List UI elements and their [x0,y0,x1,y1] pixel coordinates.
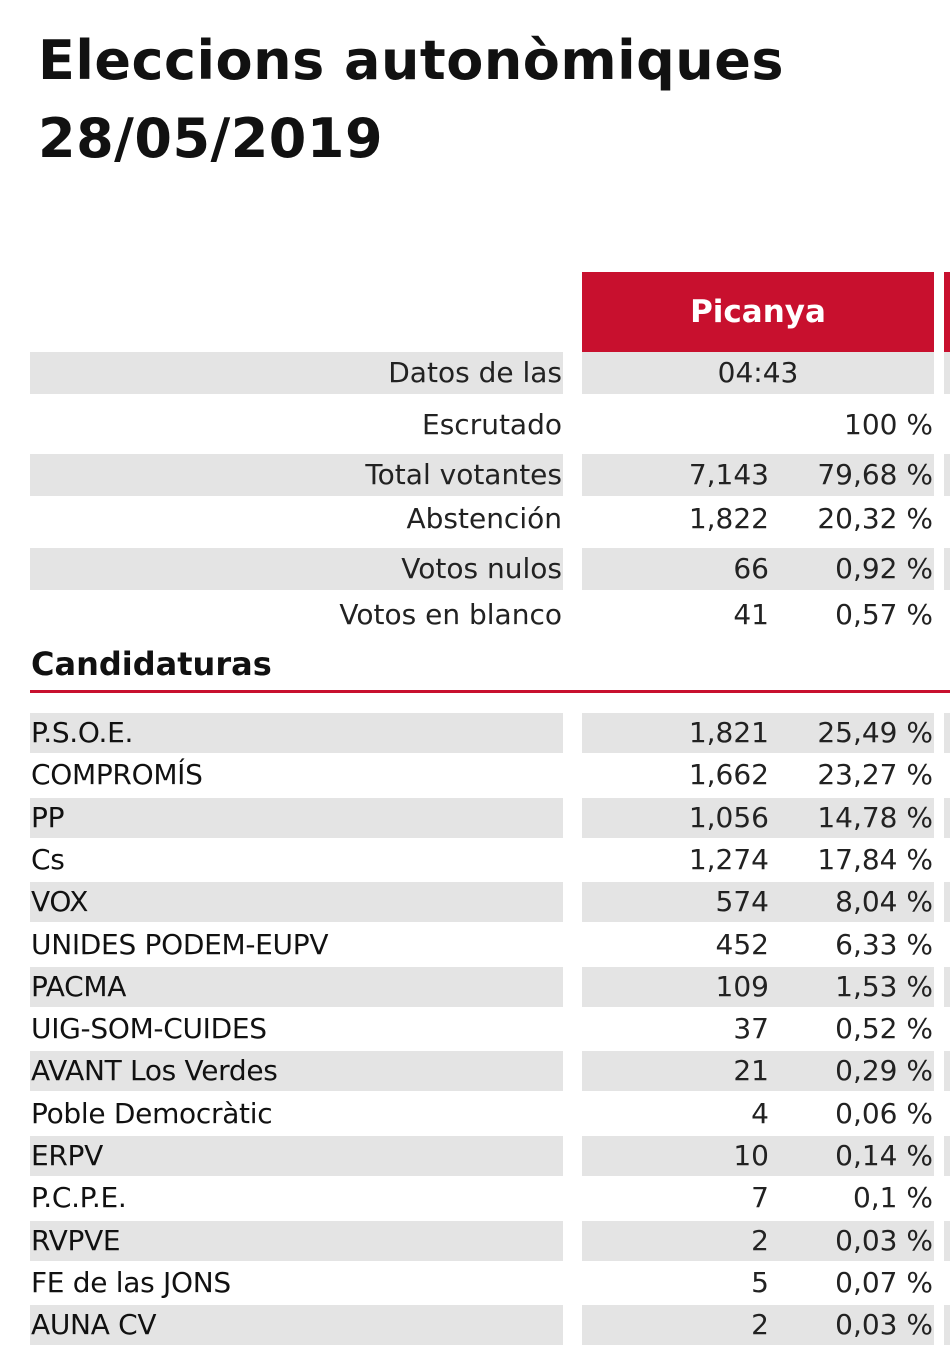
section-title-candidaturas: Candidaturas [31,645,272,683]
candidate-votes: 2 [751,1308,769,1341]
candidate-row [0,1263,950,1303]
label-cell-bg [30,882,563,922]
candidate-name: COMPROMÍS [31,758,203,791]
candidate-name: UNIDES PODEM-EUPV [31,928,329,961]
candidate-name: PP [31,801,65,834]
next-column-edge [944,352,950,394]
summary-row [0,594,950,636]
candidate-pct: 14,78 % [817,801,933,834]
candidate-name: ERPV [31,1139,103,1172]
candidate-pct: 17,84 % [817,843,933,876]
candidate-name: PACMA [31,970,127,1003]
next-column-edge [944,1263,950,1303]
title-line-2: 28/05/2019 [38,107,384,170]
candidate-name: UIG-SOM-CUIDES [31,1012,267,1045]
candidate-pct: 23,27 % [817,758,933,791]
summary-value: 66 [733,552,769,585]
summary-value: 04:43 [717,356,799,389]
summary-row [0,548,950,590]
candidate-row [0,840,950,880]
page-title [38,22,898,178]
candidate-name: AUNA CV [31,1308,157,1341]
label-cell-bg [30,840,563,880]
next-column-edge [944,404,950,446]
candidate-votes: 1,056 [688,801,769,834]
next-column-edge [944,498,950,540]
next-column-edge [944,840,950,880]
candidate-name: P.C.P.E. [31,1181,127,1214]
candidate-votes: 452 [715,928,769,961]
summary-row [0,454,950,496]
candidate-name: Poble Democràtic [31,1097,273,1130]
candidate-row [0,925,950,965]
next-column-edge [944,1094,950,1134]
summary-label: Votos en blanco [339,598,562,631]
candidate-votes: 574 [715,885,769,918]
summary-value: 1,822 [688,502,769,535]
summary-label: Escrutado [422,408,562,441]
candidate-pct: 6,33 % [835,928,933,961]
next-column-edge [944,967,950,1007]
summary-pct: 79,68 % [817,458,933,491]
candidate-votes: 1,662 [688,758,769,791]
next-column-edge [944,1221,950,1261]
candidate-pct: 0,03 % [835,1308,933,1341]
next-column-edge [944,454,950,496]
candidate-row [0,1136,950,1176]
candidate-pct: 0,1 % [852,1181,933,1214]
label-cell-bg [30,798,563,838]
candidate-votes: 1,274 [688,843,769,876]
candidate-row [0,1305,950,1345]
candidate-votes: 1,821 [688,716,769,749]
candidate-row [0,1221,950,1261]
column-header-municipality: Picanya [582,272,934,352]
candidate-pct: 0,29 % [835,1054,933,1087]
candidate-votes: 109 [715,970,769,1003]
summary-pct: 100 % [844,408,933,441]
summary-pct: 20,32 % [817,502,933,535]
candidate-votes: 5 [751,1266,769,1299]
candidate-row [0,713,950,753]
next-column-edge [944,925,950,965]
candidate-pct: 0,52 % [835,1012,933,1045]
summary-value: 41 [733,598,769,631]
candidate-votes: 4 [751,1097,769,1130]
candidate-row [0,967,950,1007]
next-column-edge [944,1136,950,1176]
candidate-pct: 8,04 % [835,885,933,918]
section-divider [30,690,950,693]
next-column-edge [944,1305,950,1345]
label-cell-bg [30,1136,563,1176]
candidate-votes: 2 [751,1224,769,1257]
candidate-row [0,882,950,922]
candidate-name: FE de las JONS [31,1266,231,1299]
candidate-row [0,1051,950,1091]
summary-row [0,404,950,446]
candidate-votes: 37 [733,1012,769,1045]
next-column-edge [944,594,950,636]
title-line-1: Eleccions autonòmiques [38,29,785,92]
candidate-pct: 0,03 % [835,1224,933,1257]
candidate-pct: 0,07 % [835,1266,933,1299]
next-column-edge [944,713,950,753]
candidate-row [0,1009,950,1049]
next-column-edge [944,755,950,795]
next-column-edge [944,1178,950,1218]
summary-label: Abstención [406,502,562,535]
candidate-row [0,1178,950,1218]
next-column-edge [944,882,950,922]
candidate-votes: 21 [733,1054,769,1087]
candidate-votes: 10 [733,1139,769,1172]
summary-label: Votos nulos [401,552,562,585]
candidate-name: P.S.O.E. [31,716,134,749]
summary-value: 7,143 [688,458,769,491]
summary-label: Total votantes [365,458,562,491]
summary-label: Datos de las [388,356,562,389]
next-column-edge [944,548,950,590]
next-column-edge [944,1051,950,1091]
candidate-name: Cs [31,843,65,876]
summary-row [0,498,950,540]
candidate-pct: 25,49 % [817,716,933,749]
next-column-edge [944,1009,950,1049]
candidate-pct: 0,14 % [835,1139,933,1172]
next-column-edge [944,798,950,838]
next-column-header-edge [944,272,950,352]
summary-pct: 0,92 % [835,552,933,585]
candidate-row [0,755,950,795]
summary-row [0,352,950,394]
candidate-pct: 1,53 % [835,970,933,1003]
candidate-row [0,798,950,838]
candidate-pct: 0,06 % [835,1097,933,1130]
candidate-name: VOX [31,885,89,918]
summary-pct: 0,57 % [835,598,933,631]
candidate-row [0,1094,950,1134]
candidate-name: AVANT Los Verdes [31,1054,278,1087]
candidate-votes: 7 [751,1181,769,1214]
candidate-name: RVPVE [31,1224,121,1257]
